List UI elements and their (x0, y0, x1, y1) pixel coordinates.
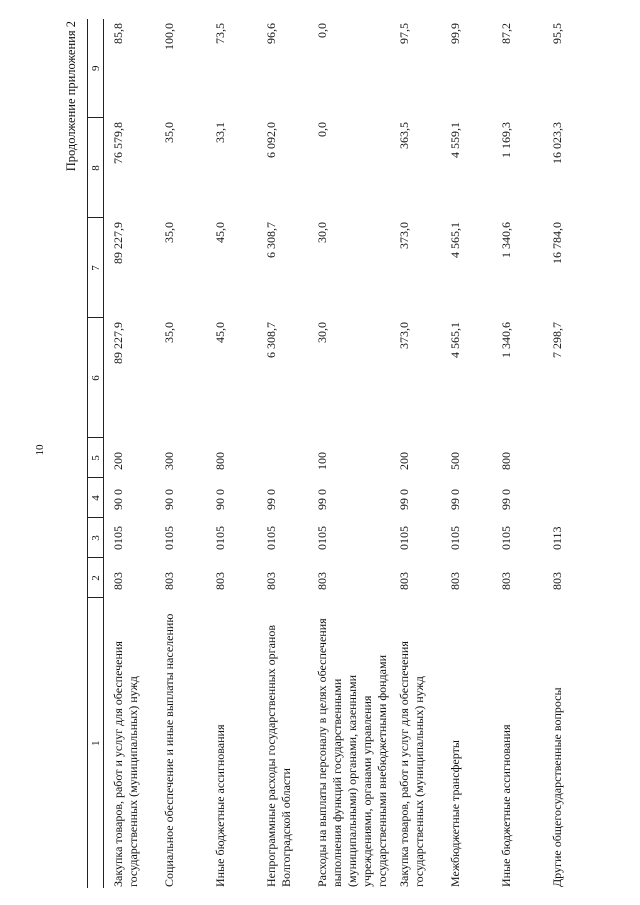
row-plan-current: 16 784,0 (550, 222, 564, 264)
row-name: Иные бюджетные ассигнования (499, 724, 513, 887)
row-code-ved: 803 (213, 572, 227, 590)
table-row (390, 19, 441, 888)
row-code-type: 200 (397, 452, 411, 470)
row-plan-initial: 1 340,6 (499, 322, 513, 358)
row-code-ved: 803 (499, 572, 513, 590)
row-code-razdel: 0105 (448, 526, 462, 550)
row-plan-initial: 7 298,7 (550, 322, 564, 358)
row-plan-initial: 45,0 (213, 322, 227, 343)
table-row (206, 19, 257, 888)
row-plan-current: 373,0 (397, 222, 411, 249)
budget-table (87, 19, 578, 888)
row-name: Непрограммные расходы государственных органов Волгоградской области (264, 624, 293, 887)
row-code-type: 200 (111, 452, 125, 470)
table-row (492, 19, 543, 888)
column-header: 7 (88, 218, 104, 318)
column-header: 6 (88, 318, 104, 438)
row-code-article: 99 0 (264, 489, 278, 510)
row-code-razdel: 0105 (162, 526, 176, 550)
row-name: Закупка товаров, работ и услуг для обеспечения государственных (муниципальных) нужд (397, 641, 426, 887)
table-row (257, 19, 308, 888)
row-plan-initial: 6 308,7 (264, 322, 278, 358)
continuation-label: Продолжение приложения 2 (64, 21, 78, 172)
row-executed: 35,0 (162, 122, 176, 143)
row-executed: 0,0 (315, 122, 329, 137)
column-header: 4 (88, 478, 104, 518)
row-percent: 99,9 (448, 23, 462, 44)
table-row (308, 19, 390, 888)
row-executed: 1 169,3 (499, 122, 513, 158)
row-name: Социальное обеспечение и иные выплаты населению (162, 613, 176, 887)
row-code-type: 800 (213, 452, 227, 470)
row-code-ved: 803 (550, 572, 564, 590)
page-number: 10 (34, 444, 46, 456)
row-percent: 85,8 (111, 23, 125, 44)
row-plan-current: 30,0 (315, 222, 329, 243)
row-plan-current: 4 565,1 (448, 222, 462, 258)
row-code-article: 99 0 (499, 489, 513, 510)
row-code-article: 99 0 (448, 489, 462, 510)
table-row (155, 19, 206, 888)
row-percent: 73,5 (213, 23, 227, 44)
row-plan-current: 6 308,7 (264, 222, 278, 258)
row-code-razdel: 0105 (264, 526, 278, 550)
row-plan-current: 89 227,9 (111, 222, 125, 264)
row-plan-current: 1 340,6 (499, 222, 513, 258)
row-plan-initial: 4 565,1 (448, 322, 462, 358)
row-percent: 87,2 (499, 23, 513, 44)
table-row (441, 19, 492, 888)
row-name: Расходы на выплаты персоналу в целях обеспечения выполнения функций государственными (муниципальными) органами, казенными учреждениями, органами управления государственными внебюджетными фондами (315, 618, 389, 887)
row-code-razdel: 0105 (111, 526, 125, 550)
column-header: 9 (88, 19, 104, 118)
row-plan-initial: 89 227,9 (111, 322, 125, 364)
row-code-razdel: 0113 (550, 526, 564, 550)
row-code-type (257, 438, 308, 478)
row-code-article: 90 0 (111, 489, 125, 510)
row-code-ved: 803 (111, 572, 125, 590)
row-percent: 100,0 (162, 23, 176, 50)
row-code-ved: 803 (264, 572, 278, 590)
row-executed: 76 579,8 (111, 122, 125, 164)
row-percent: 95,5 (550, 23, 564, 44)
row-code-article: 90 0 (213, 489, 227, 510)
row-code-ved: 803 (397, 572, 411, 590)
row-code-razdel: 0105 (397, 526, 411, 550)
row-code-type: 300 (162, 452, 176, 470)
row-percent: 0,0 (315, 23, 329, 38)
row-name: Иные бюджетные ассигнования (213, 724, 227, 887)
row-code-article: 99 0 (315, 489, 329, 510)
row-code-type: 800 (499, 452, 513, 470)
column-header: 3 (88, 518, 104, 558)
row-executed: 6 092,0 (264, 122, 278, 158)
row-plan-initial: 30,0 (315, 322, 329, 343)
row-code-article (543, 478, 578, 518)
table-row (543, 19, 578, 888)
row-plan-initial: 35,0 (162, 322, 176, 343)
row-percent: 96,6 (264, 23, 278, 44)
row-plan-current: 45,0 (213, 222, 227, 243)
row-code-type (543, 438, 578, 478)
row-code-article: 99 0 (397, 489, 411, 510)
row-code-article: 90 0 (162, 489, 176, 510)
row-code-razdel: 0105 (499, 526, 513, 550)
row-code-ved: 803 (448, 572, 462, 590)
row-code-razdel: 0105 (213, 526, 227, 550)
document-page (60, 19, 575, 888)
row-name: Другие общегосударственные вопросы (550, 687, 564, 887)
row-code-type: 100 (315, 452, 329, 470)
row-executed: 363,5 (397, 122, 411, 149)
row-code-ved: 803 (315, 572, 329, 590)
row-code-type: 500 (448, 452, 462, 470)
row-code-razdel: 0105 (315, 526, 329, 550)
table-row (104, 19, 156, 888)
column-header: 5 (88, 438, 104, 478)
table-header-row (88, 19, 104, 888)
row-percent: 97,5 (397, 23, 411, 44)
row-name: Межбюджетные трансферты (448, 740, 462, 887)
row-plan-current: 35,0 (162, 222, 176, 243)
row-executed: 33,1 (213, 122, 227, 143)
column-header: 1 (88, 598, 104, 888)
row-code-ved: 803 (162, 572, 176, 590)
row-executed: 4 559,1 (448, 122, 462, 158)
column-header: 2 (88, 558, 104, 598)
column-header: 8 (88, 118, 104, 218)
row-executed: 16 023,3 (550, 122, 564, 164)
row-plan-initial: 373,0 (397, 322, 411, 349)
row-name: Закупка товаров, работ и услуг для обеспечения государственных (муниципальных) нужд (111, 641, 140, 887)
